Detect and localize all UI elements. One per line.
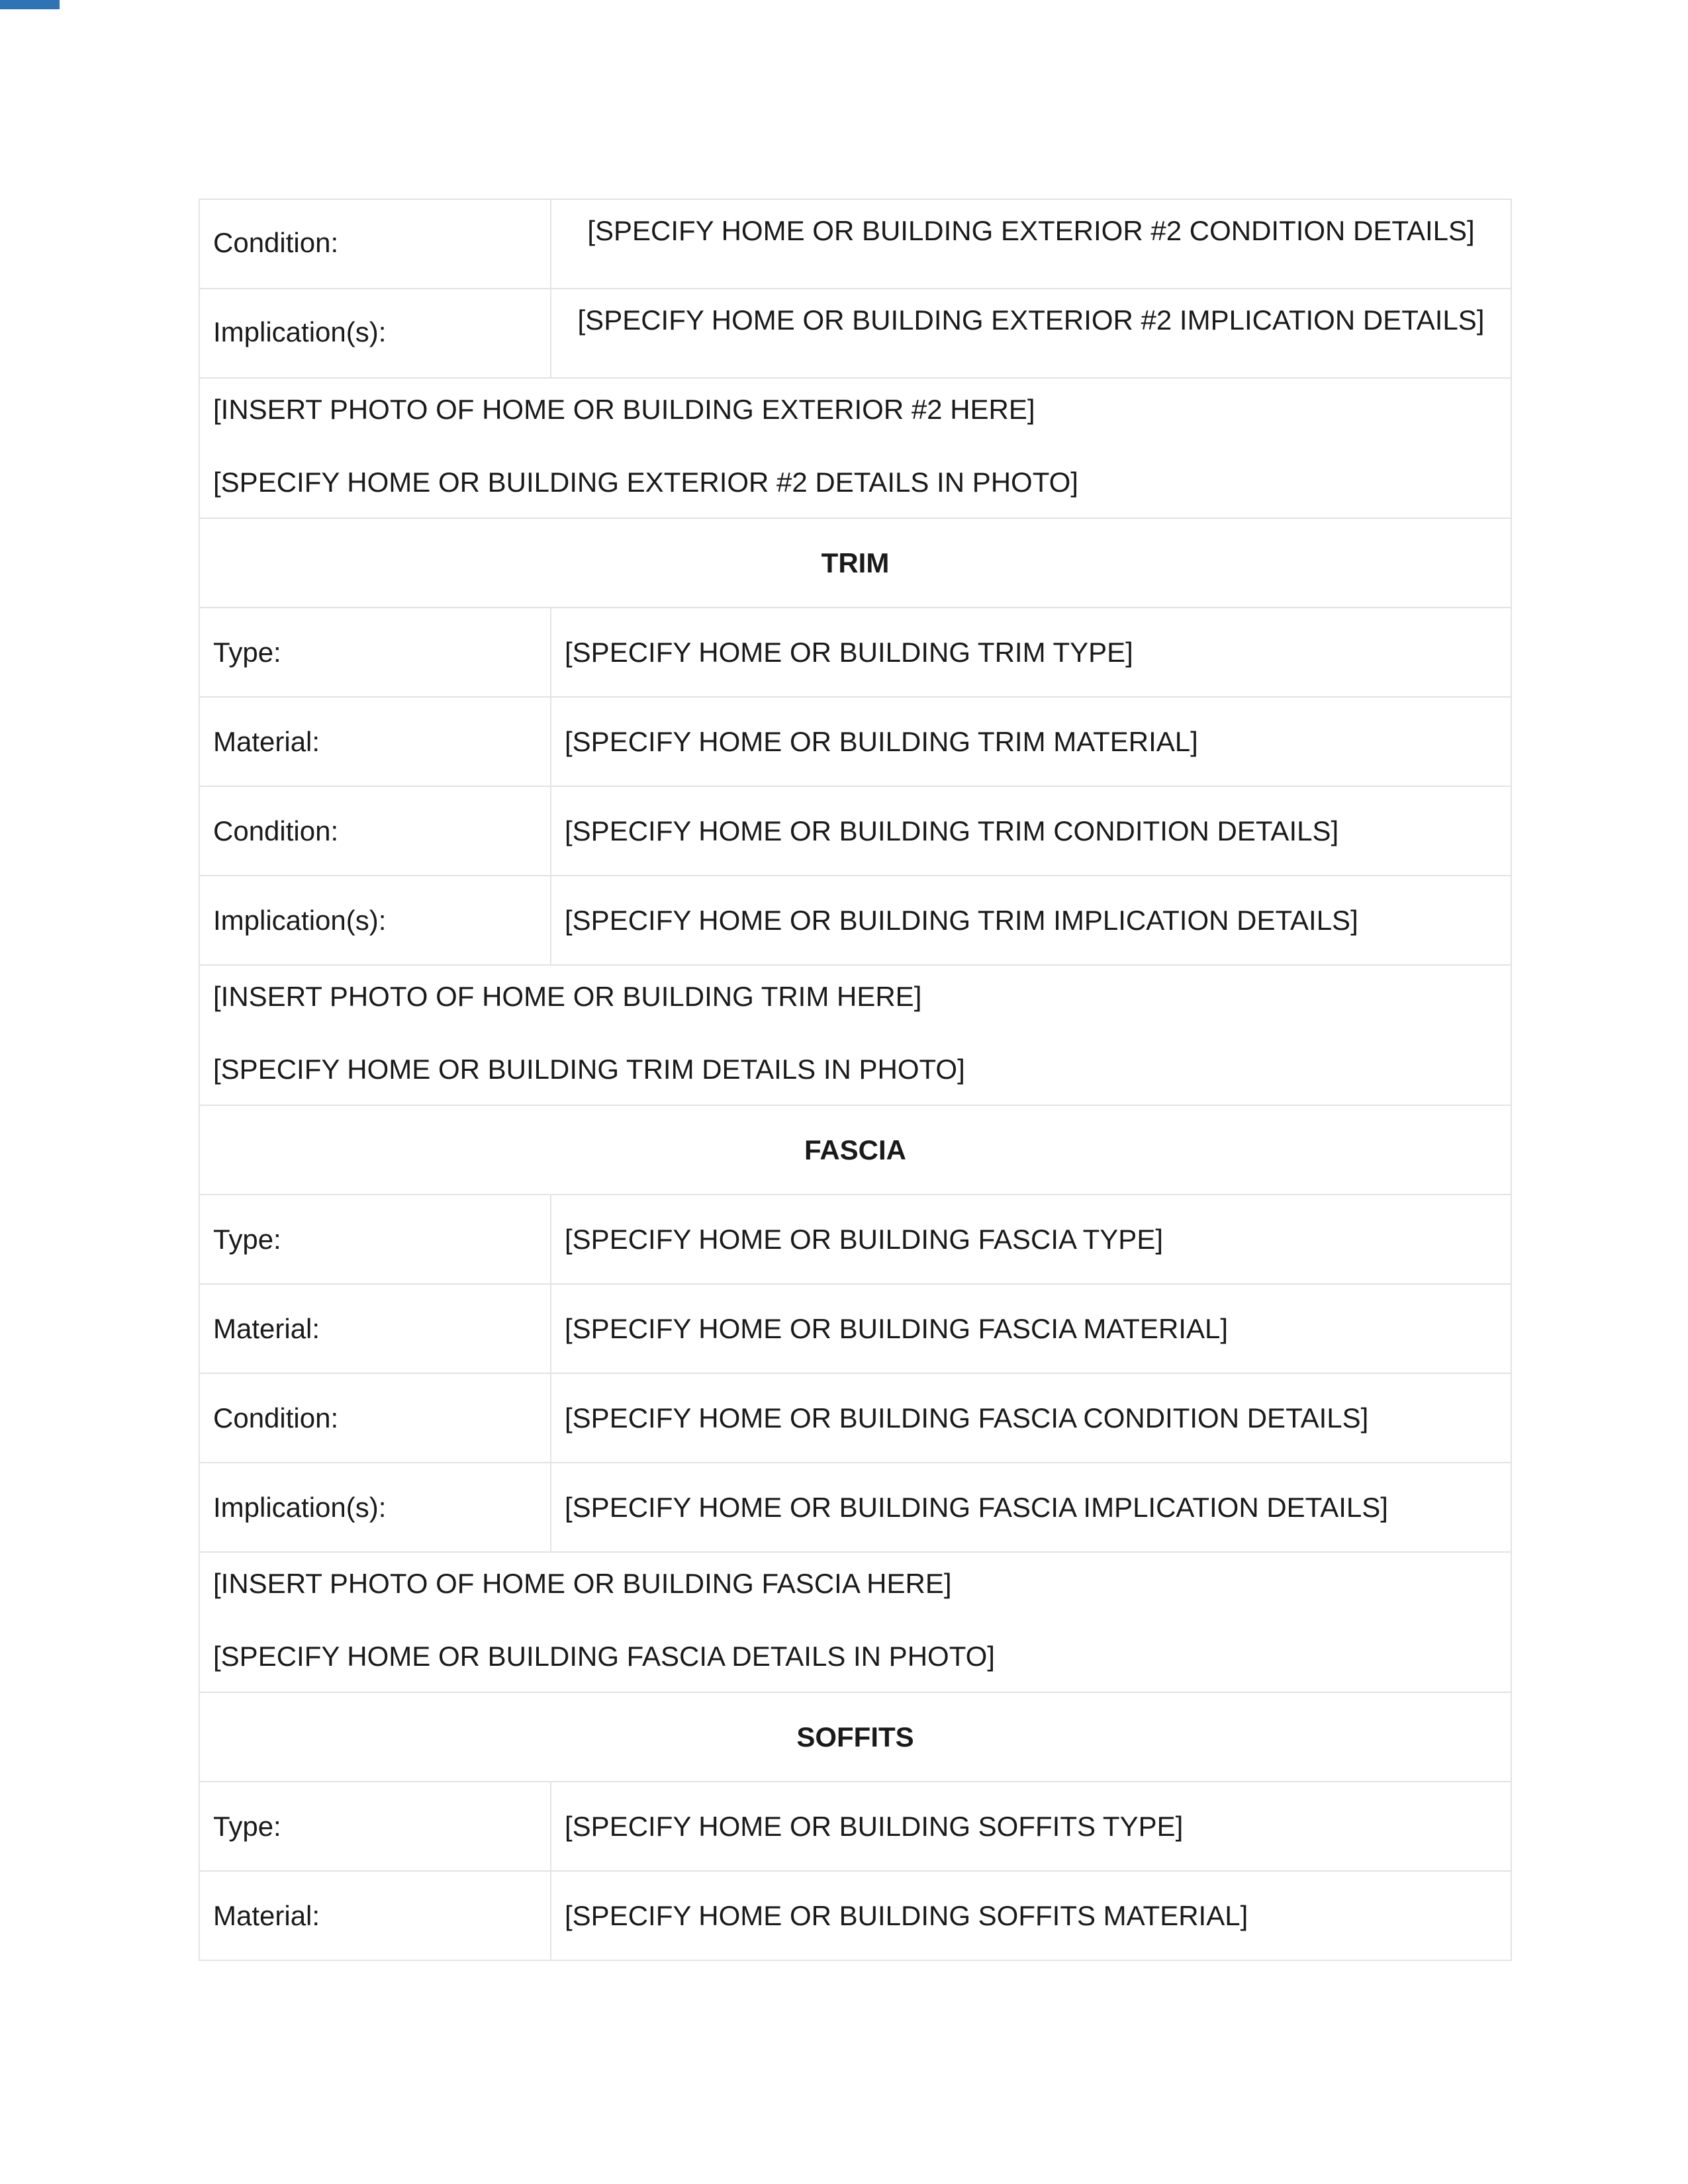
soffits-material-row: [199, 1871, 1511, 1960]
fascia-condition-value[interactable]: [SPECIFY HOME OR BUILDING FASCIA CONDITION DETAILS]: [551, 1373, 1511, 1463]
exterior2-photo-insert: [INSERT PHOTO OF HOME OR BUILDING EXTERIOR #2 HERE]: [213, 394, 1035, 425]
trim-condition-row: [199, 786, 1511, 876]
trim-material-label: Material:: [199, 697, 551, 786]
fascia-condition-label: Condition:: [199, 1373, 551, 1463]
fascia-material-row: [199, 1284, 1511, 1373]
exterior2-photo-details: [SPECIFY HOME OR BUILDING EXTERIOR #2 DETAILS IN PHOTO]: [213, 467, 1078, 498]
exterior2-photo-row: [199, 378, 1511, 518]
trim-implication-value[interactable]: [SPECIFY HOME OR BUILDING TRIM IMPLICATION DETAILS]: [551, 876, 1511, 965]
fascia-type-value[interactable]: [SPECIFY HOME OR BUILDING FASCIA TYPE]: [551, 1195, 1511, 1284]
trim-type-row: [199, 608, 1511, 697]
soffits-type-value[interactable]: [SPECIFY HOME OR BUILDING SOFFITS TYPE]: [551, 1782, 1511, 1871]
trim-header-row: [199, 518, 1511, 608]
fascia-implication-label: Implication(s):: [199, 1463, 551, 1552]
fascia-photo-insert: [INSERT PHOTO OF HOME OR BUILDING FASCIA HERE]: [213, 1568, 952, 1599]
fascia-heading: FASCIA: [199, 1105, 1511, 1195]
soffits-heading: SOFFITS: [199, 1692, 1511, 1782]
exterior2-condition-value[interactable]: [SPECIFY HOME OR BUILDING EXTERIOR #2 CONDITION DETAILS]: [551, 199, 1511, 289]
trim-condition-value[interactable]: [SPECIFY HOME OR BUILDING TRIM CONDITION DETAILS]: [551, 786, 1511, 876]
fascia-type-row: [199, 1195, 1511, 1284]
trim-type-value[interactable]: [SPECIFY HOME OR BUILDING TRIM TYPE]: [551, 608, 1511, 697]
exterior2-implication-label: Implication(s):: [199, 289, 551, 378]
exterior2-implication-row: [199, 289, 1511, 378]
fascia-implication-value[interactable]: [SPECIFY HOME OR BUILDING FASCIA IMPLICATION DETAILS]: [551, 1463, 1511, 1552]
trim-heading: TRIM: [199, 518, 1511, 608]
trim-photo-details: [SPECIFY HOME OR BUILDING TRIM DETAILS IN PHOTO]: [213, 1054, 965, 1085]
fascia-photo-details: [SPECIFY HOME OR BUILDING FASCIA DETAILS IN PHOTO]: [213, 1641, 995, 1672]
trim-photo-row: [199, 965, 1511, 1105]
fascia-header-row: [199, 1105, 1511, 1195]
exterior2-photo-cell[interactable]: [199, 378, 1511, 518]
soffits-type-label: Type:: [199, 1782, 551, 1871]
trim-condition-label: Condition:: [199, 786, 551, 876]
trim-implication-row: [199, 876, 1511, 965]
trim-photo-insert: [INSERT PHOTO OF HOME OR BUILDING TRIM HERE]: [213, 981, 922, 1012]
soffits-material-value[interactable]: [SPECIFY HOME OR BUILDING SOFFITS MATERIAL]: [551, 1871, 1511, 1960]
trim-material-row: [199, 697, 1511, 786]
fascia-material-value[interactable]: [SPECIFY HOME OR BUILDING FASCIA MATERIAL]: [551, 1284, 1511, 1373]
corner-accent-mark: [0, 0, 60, 9]
exterior2-condition-label: Condition:: [199, 199, 551, 289]
soffits-type-row: [199, 1782, 1511, 1871]
fascia-photo-row: [199, 1552, 1511, 1692]
exterior2-condition-row: [199, 199, 1511, 289]
fascia-type-label: Type:: [199, 1195, 551, 1284]
inspection-report-table: [199, 199, 1512, 1961]
fascia-condition-row: [199, 1373, 1511, 1463]
fascia-material-label: Material:: [199, 1284, 551, 1373]
exterior2-implication-value[interactable]: [SPECIFY HOME OR BUILDING EXTERIOR #2 IMPLICATION DETAILS]: [551, 289, 1511, 378]
soffits-header-row: [199, 1692, 1511, 1782]
trim-type-label: Type:: [199, 608, 551, 697]
fascia-implication-row: [199, 1463, 1511, 1552]
soffits-material-label: Material:: [199, 1871, 551, 1960]
trim-material-value[interactable]: [SPECIFY HOME OR BUILDING TRIM MATERIAL]: [551, 697, 1511, 786]
trim-implication-label: Implication(s):: [199, 876, 551, 965]
fascia-photo-cell[interactable]: [199, 1552, 1511, 1692]
trim-photo-cell[interactable]: [199, 965, 1511, 1105]
